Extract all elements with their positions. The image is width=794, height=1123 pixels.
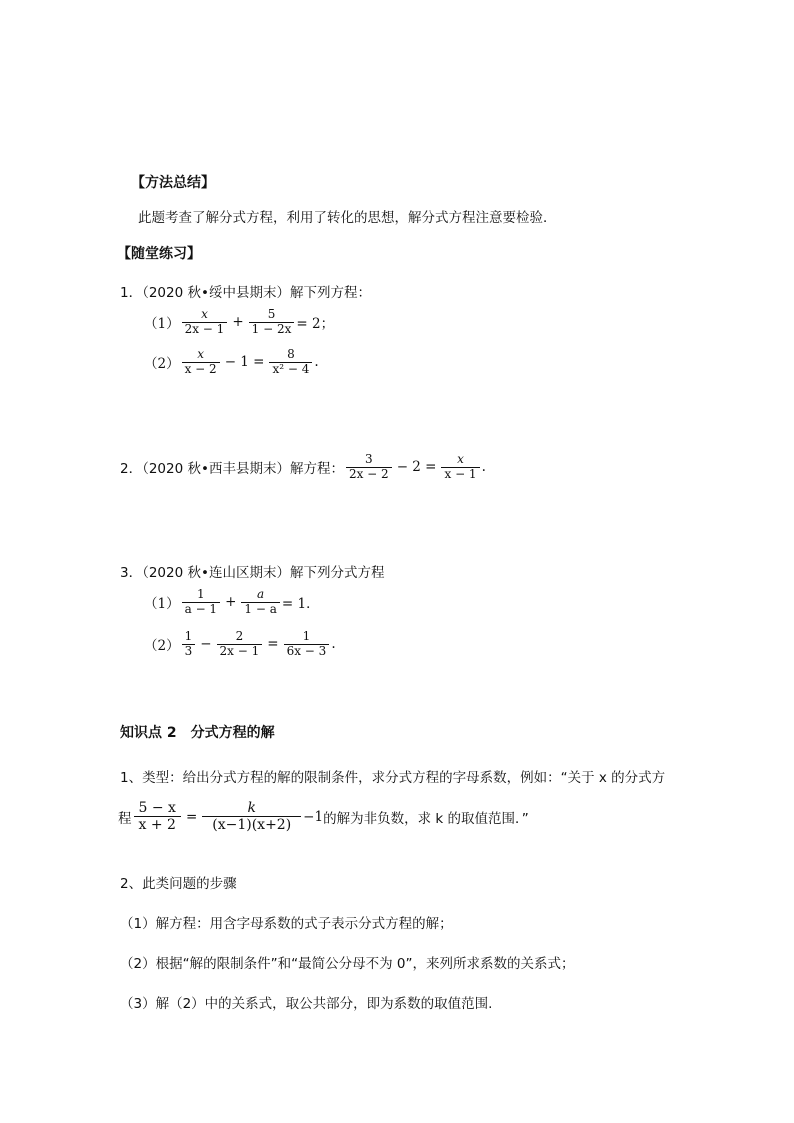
denominator: 2x − 1 (182, 322, 228, 337)
q3-stem: 3．（2020 秋•连山区期末）解下列分式方程 (120, 565, 385, 581)
denominator: 1 − 2x (249, 322, 295, 337)
operator: − (200, 636, 212, 653)
q3-part1 (144, 588, 320, 617)
knowledge-item1-line1: 1、类型：给出分式方程的解的限制条件，求分式方程的字母系数，例如：“关于 x 的分式方 (120, 770, 666, 786)
denominator: (x−1)(x+2) (202, 816, 301, 833)
q3p2-fraction-3 (284, 630, 330, 659)
practice-heading: 【随堂练习】 (117, 246, 201, 262)
denominator: x − 1 (441, 467, 479, 482)
q2-fraction-1 (346, 453, 392, 482)
q3p1-fraction-1 (182, 588, 220, 617)
numerator: x (197, 347, 205, 361)
numerator: 1 (302, 629, 311, 643)
denominator: 6x − 3 (284, 644, 330, 659)
q1p1-fraction-2 (249, 308, 295, 337)
q3p1-fraction-2 (241, 588, 279, 617)
denominator: 2x − 1 (217, 644, 263, 659)
example-fraction-2 (202, 800, 301, 833)
middle-expression: − 1 = (224, 354, 265, 371)
q2 (120, 453, 486, 482)
q3-part2 (144, 630, 336, 659)
numerator: 1 (184, 629, 193, 643)
q1-part1 (144, 308, 334, 337)
middle-expression: − 2 = (396, 459, 437, 476)
denominator: x² − 4 (269, 362, 312, 377)
numerator: 8 (287, 347, 295, 361)
numerator: a (257, 587, 265, 601)
q1p1-fraction-1 (182, 308, 228, 337)
numerator: 3 (365, 452, 373, 466)
numerator: x (457, 452, 464, 466)
q3-part1-label: （1） (144, 596, 180, 613)
knowledge-item1-line2 (118, 800, 529, 833)
knowledge-step3: （3）解（2）中的关系式，取公共部分，即为系数的取值范围. (120, 996, 493, 1012)
denominator: x − 2 (182, 362, 220, 377)
equals-sign: = (185, 808, 198, 825)
numerator: x (201, 307, 208, 321)
knowledge-step2: （2）根据“解的限制条件”和“最简公分母不为 0”，来列所求系数的关系式； (120, 956, 575, 972)
numerator: 2 (235, 629, 244, 643)
denominator: a − 1 (182, 602, 220, 617)
q2-fraction-2 (441, 453, 479, 482)
q1-stem: 1．（2020 秋•绥中县期末）解下列方程： (120, 285, 371, 301)
item1-suffix: 的解为非负数，求 k 的取值范围．” (323, 810, 529, 827)
end-mark: . (481, 459, 486, 476)
q2-stem: 2．（2020 秋•西丰县期末）解方程： (120, 461, 344, 478)
q1p2-fraction-1 (182, 348, 220, 377)
numerator: 1 (197, 587, 205, 601)
example-fraction-1 (134, 800, 181, 833)
q1p2-fraction-2 (269, 348, 312, 377)
rhs: = 2； (296, 316, 335, 333)
numerator: 5 − x (138, 800, 176, 816)
equals-sign: = (267, 636, 279, 653)
tail-expression: −1 (303, 808, 324, 825)
knowledge-heading: 知识点 2 分式方程的解 (120, 725, 275, 741)
q3p2-fraction-1 (182, 630, 196, 659)
operator: + (225, 594, 237, 611)
denominator: 2x − 2 (346, 467, 392, 482)
denominator: x + 2 (134, 816, 181, 833)
denominator: 1 − a (241, 602, 279, 617)
denominator: 3 (182, 644, 196, 659)
operator: + (232, 314, 244, 331)
knowledge-item2: 2、此类问题的步骤 (120, 876, 237, 892)
q3-part2-label: （2） (144, 638, 180, 655)
q3p2-fraction-2 (217, 630, 263, 659)
numerator: k (247, 800, 256, 816)
end-mark: . (331, 636, 336, 653)
method-summary-heading: 【方法总结】 (131, 175, 215, 191)
q1-part1-label: （1） (144, 316, 180, 333)
rhs: = 1． (281, 596, 320, 613)
item1-prefix: 程 (118, 810, 132, 827)
knowledge-step1: （1）解方程：用含字母系数的式子表示分式方程的解； (120, 916, 453, 932)
end-mark: . (314, 354, 319, 371)
q1-part2 (144, 348, 319, 377)
q1-part2-label: （2） (144, 356, 180, 373)
numerator: 5 (267, 307, 276, 321)
method-summary-text: 此题考查了解分式方程，利用了转化的思想，解分式方程注意要检验． (138, 210, 557, 226)
